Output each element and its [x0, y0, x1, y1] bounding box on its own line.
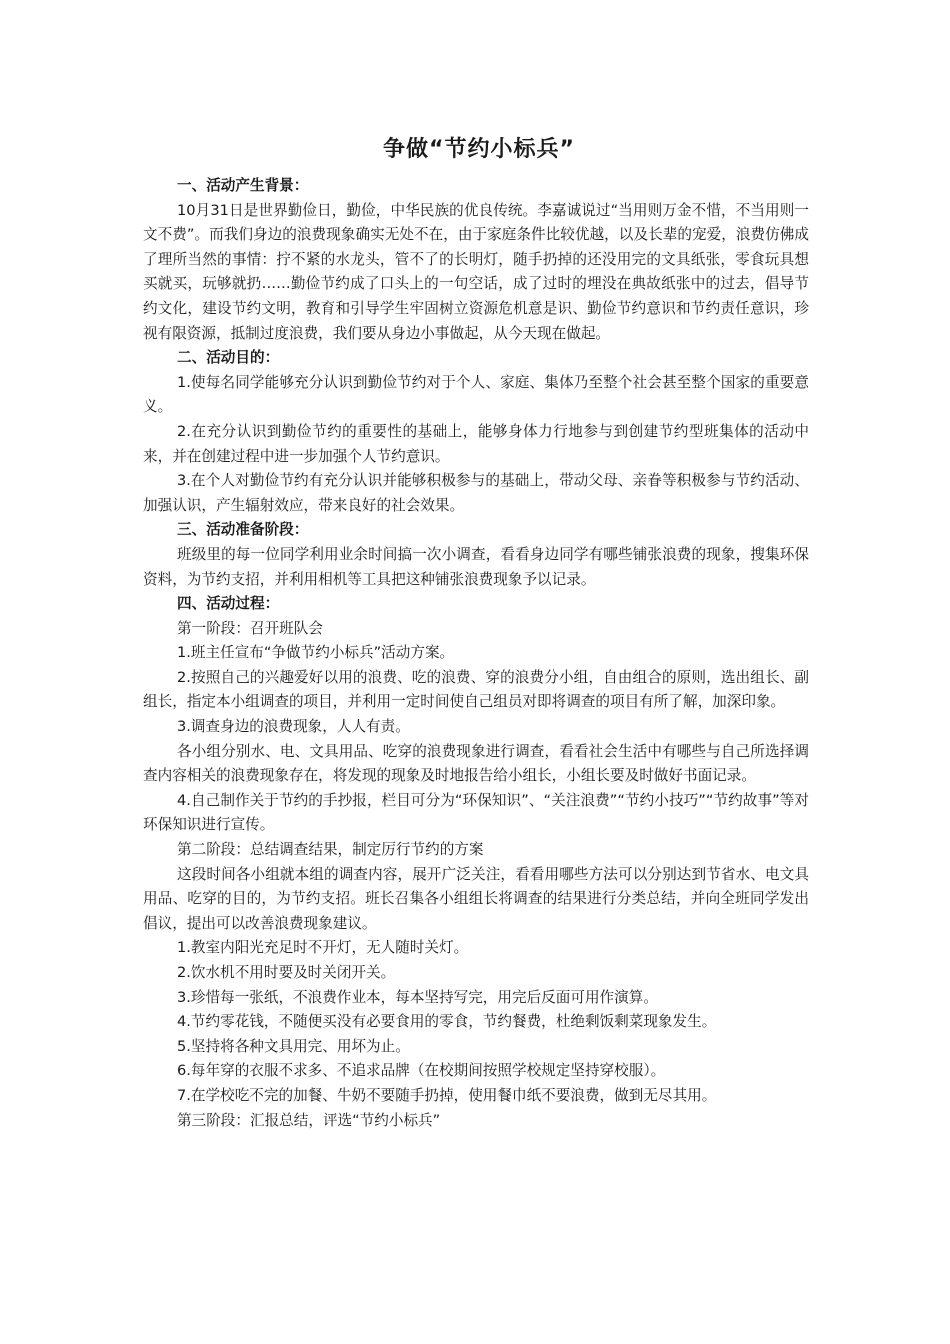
paragraph: 2.在充分认识到勤俭节约的重要性的基础上，能够身体力行地参与到创建节约型班集体的活动中来，并在创建过程中进一步加强个人节约意识。 [143, 422, 809, 465]
paragraph: 这段时间各小组就本组的调查内容，展开广泛关注，看看用哪些方法可以分别达到节省水、电文具用品、吃穿的目的，为节约支招。班长召集各小组组长将调查的结果进行分类总结，并向全班同学发出倡议，提出可以改善浪费现象建议。 [143, 865, 809, 932]
paragraph: 第一阶段：召开班队会 [177, 619, 323, 637]
paragraph: 各小组分别水、电、文具用品、吃穿的浪费现象进行调查，看看社会生活中有哪些与自己所选择调查内容相关的浪费现象存在，将发现的现象及时地报告给小组长，小组长要及时做好书面记录。 [143, 742, 809, 785]
paragraph: 1.使每名同学能够充分认识到勤俭节约对于个人、家庭、集体乃至整个社会甚至整个国家的重要意义。 [143, 373, 809, 416]
section-heading: 三、活动准备阶段： [177, 521, 309, 539]
paragraph: 7.在学校吃不完的加餐、牛奶不要随手扔掉，使用餐巾纸不要浪费，做到无尽其用。 [177, 1086, 717, 1104]
section-heading: 四、活动过程： [177, 595, 280, 613]
paragraph: 1.班主任宣布“争做节约小标兵”活动方案。 [177, 644, 455, 662]
document-title: 争做“节约小标兵” [383, 137, 575, 162]
paragraph: 2.饮水机不用时要及时关闭开关。 [177, 964, 396, 981]
paragraph: 第二阶段：总结调查结果，制定厉行节约的方案 [177, 841, 484, 859]
paragraph: 5.坚持将各种文具用完、用坏为止。 [177, 1037, 410, 1055]
paragraph: 班级里的每一位同学利用业余时间搞一次小调查，看看身边同学有哪些铺张浪费的现象，搜集环保资料，为节约支招，并利用相机等工具把这种铺张浪费现象予以记录。 [143, 545, 809, 588]
paragraph: 10月31日是世界勤俭日，勤俭，中华民族的优良传统。李嘉诚说过“当用则万金不惜，不当用则一文不费”。而我们身边的浪费现象确实无处不在，由于家庭条件比较优越，以及长辈的宠爱，浪费仿佛成了理所当然的事情：拧不紧的水龙头，管不了的长明灯，随手扔掉的还没用完的文具纸张，零食玩具想买就买，玩够就扔……勤俭节约成了口头上的一句空话，成了过时的埋没在典故纸张中的过去，倡导节约文化，建设节约文明，教育和引导学生牢固树立资源危机意是识、勤俭节约意识和节约责任意识，珍视有限资源，抵制过度浪费，我们要从身边小事做起，从今天现在做起。 [143, 201, 809, 342]
paragraph: 4.节约零花钱，不随便买没有必要食用的零食，节约餐费，杜绝剩饭剩菜现象发生。 [177, 1013, 717, 1031]
section-heading: 一、活动产生背景： [177, 177, 309, 194]
paragraph: 3.珍惜每一张纸，不浪费作业本，每本坚持写完，用完后反面可用作演算。 [177, 988, 658, 1006]
paragraph: 6.每年穿的衣服不求多、不追求品牌（在校期间按照学校规定坚持穿校服）。 [177, 1062, 666, 1080]
paragraph: 3.调查身边的浪费现象，人人有责。 [177, 718, 410, 736]
document-body [143, 174, 809, 1133]
paragraph: 第三阶段：汇报总结，评选“节约小标兵” [177, 1111, 441, 1129]
section-heading: 二、活动目的： [177, 349, 280, 367]
paragraph: 2.按照自己的兴趣爱好以用的浪费、吃的浪费、穿的浪费分小组，自由组合的原则，选出组长、副组长，指定本小组调查的项目，并利用一定时间使自己组员对即将调查的项目有所了解，加深印象。 [143, 668, 809, 711]
paragraph: 3.在个人对勤俭节约有充分认识并能够积极参与的基础上，带动父母、亲眷等积极参与节约活动、加强认识，产生辐射效应，带来良好的社会效果。 [143, 472, 809, 514]
document-page [143, 134, 809, 1133]
paragraph: 1.教室内阳光充足时不开灯，无人随时关灯。 [177, 939, 469, 957]
paragraph: 4.自己制作关于节约的手抄报，栏目可分为“环保知识”、“关注浪费”“节约小技巧”“节约故事”等对环保知识进行宣传。 [143, 791, 809, 834]
